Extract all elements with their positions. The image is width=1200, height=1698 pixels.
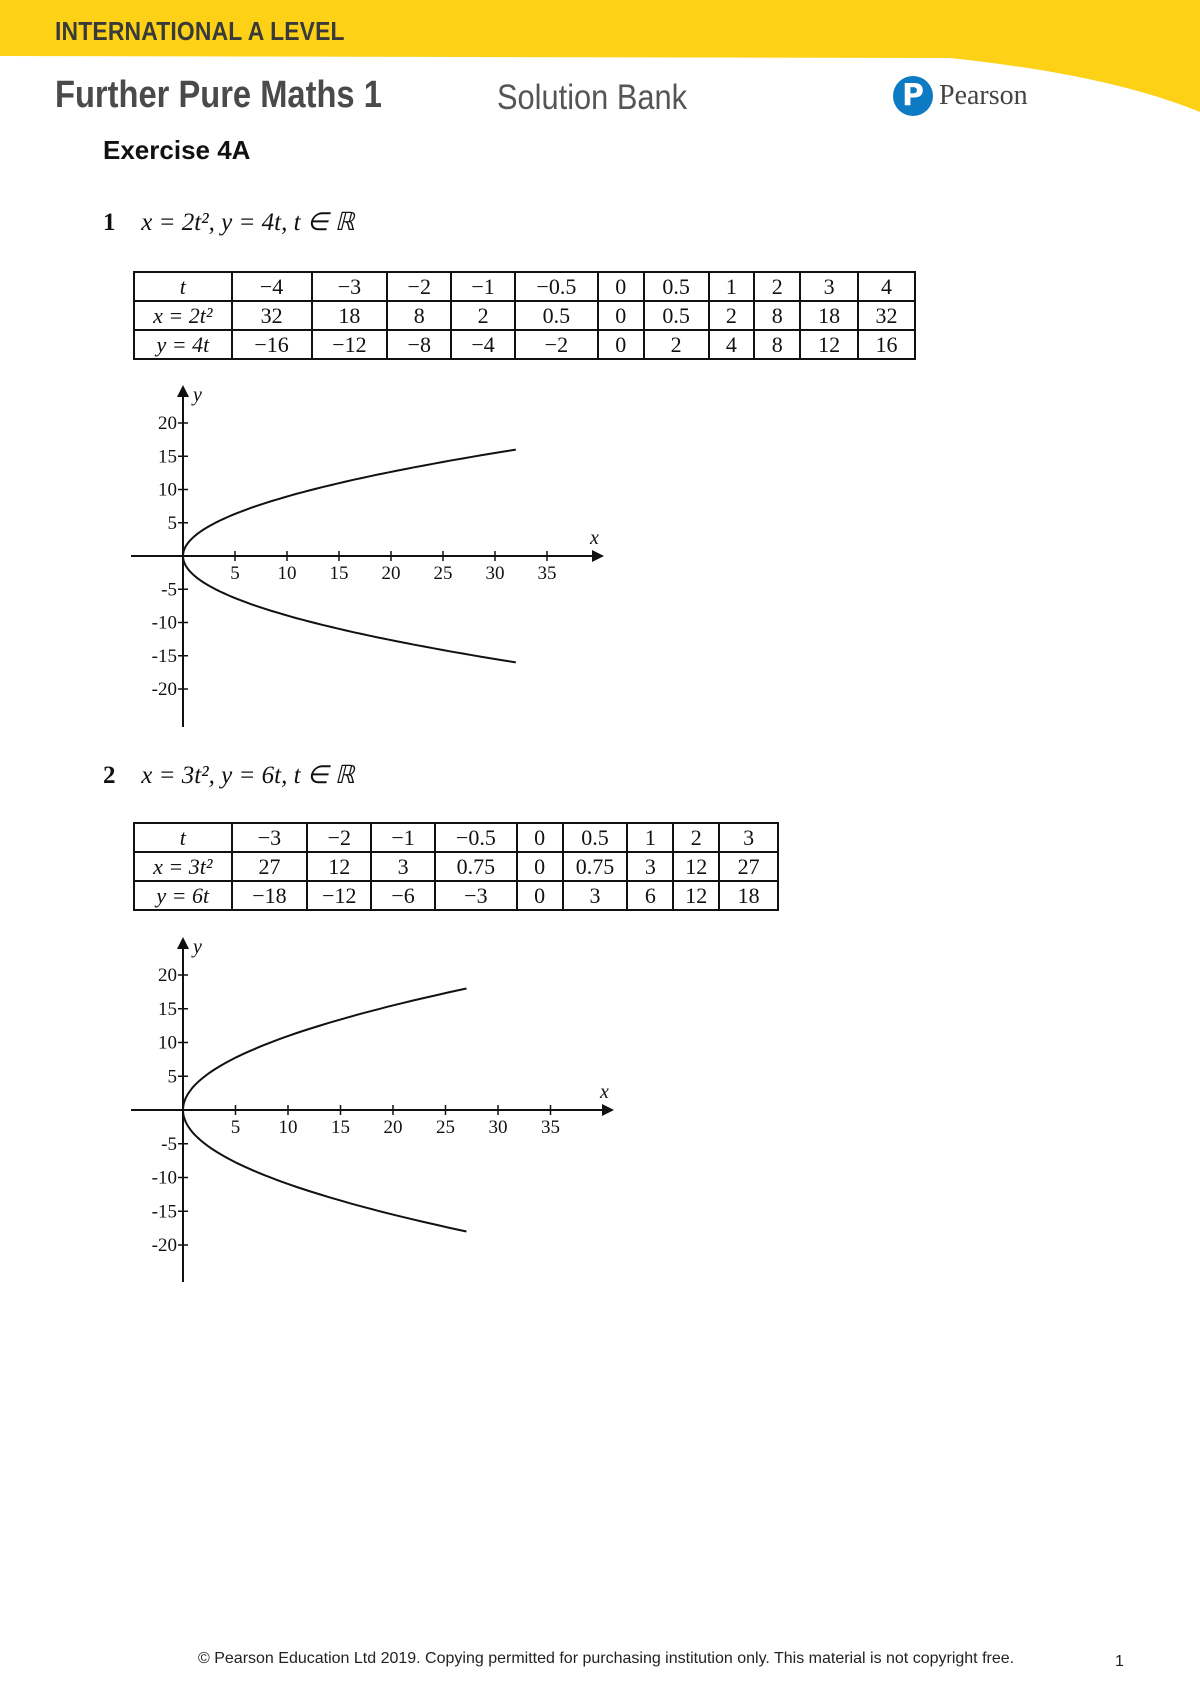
pearson-logo-letter: P [902, 78, 924, 113]
table-cell: 0.75 [563, 852, 628, 881]
x-tick-label: 5 [230, 563, 240, 584]
x-tick-label: 30 [485, 563, 505, 584]
table-cell: 0 [598, 301, 644, 330]
table-cell: 0.75 [435, 852, 517, 881]
y-axis-arrow [177, 937, 189, 949]
y-tick-label: 15 [158, 446, 177, 468]
x-tick-label: 15 [329, 563, 349, 584]
y-tick-label: 20 [158, 413, 177, 434]
row-header: t [134, 272, 232, 301]
copyright-notice: © Pearson Education Ltd 2019. Copying permitted for purchasing institution only. This material is not copyright free. [198, 1650, 1015, 1667]
x-tick-label: 20 [381, 563, 401, 584]
table-cell: 4 [858, 272, 915, 301]
table-cell: −3 [232, 823, 308, 852]
table-cell: 8 [754, 330, 800, 359]
table-cell: 3 [371, 852, 435, 881]
table-cell: −1 [371, 823, 435, 852]
row-header: y = 4t [134, 330, 232, 359]
table-cell: −0.5 [515, 272, 598, 301]
table-cell: 2 [451, 301, 515, 330]
y-tick-label: -10 [151, 612, 177, 634]
table-cell: −2 [387, 272, 451, 301]
table-cell: 3 [563, 881, 628, 910]
y-tick-label: 15 [158, 998, 177, 1020]
x-tick-label: 15 [331, 1117, 350, 1138]
table-cell: 0 [598, 272, 644, 301]
x-tick-label: 35 [537, 563, 557, 584]
table-cell: 8 [387, 301, 451, 330]
y-tick-label: -10 [151, 1167, 177, 1189]
x-tick-label: 10 [278, 1117, 298, 1138]
table-cell: 3 [719, 823, 778, 852]
table-cell: −4 [232, 272, 312, 301]
page-number: 1 [1115, 1653, 1124, 1670]
x-tick-label: 5 [230, 1117, 241, 1138]
x-tick-label: 35 [541, 1117, 560, 1138]
y-axis-label: y [193, 384, 202, 406]
table-cell: 16 [858, 330, 915, 359]
table-cell: −4 [451, 330, 515, 359]
row-header: x = 3t² [134, 852, 232, 881]
x-tick-label: 30 [488, 1117, 508, 1138]
table-cell: 2 [754, 272, 800, 301]
table-cell: −16 [232, 330, 312, 359]
y-tick-label: 10 [158, 479, 177, 501]
y-tick-label: 10 [158, 1032, 177, 1054]
book-title: Further Pure Maths 1 [55, 74, 382, 116]
table-cell: 18 [719, 881, 778, 910]
table-cell: 18 [312, 301, 388, 330]
table-cell: −18 [232, 881, 308, 910]
table-cell: −8 [387, 330, 451, 359]
table-cell: 12 [673, 881, 719, 910]
table-cell: 0.5 [563, 823, 628, 852]
row-header: x = 2t² [134, 301, 232, 330]
pearson-wordmark: Pearson [939, 80, 1028, 111]
table-cell: 12 [800, 330, 858, 359]
table-cell: −12 [307, 881, 371, 910]
table-cell: 12 [307, 852, 371, 881]
y-tick-label: 5 [167, 1066, 177, 1088]
question-equation: x = 2t², y = 4t, t ∈ ℝ [141, 209, 355, 236]
x-axis-label: x [600, 1081, 609, 1103]
y-tick-label: -20 [151, 1235, 177, 1256]
x-tick-label: 10 [277, 563, 297, 584]
table-cell: 4 [709, 330, 755, 359]
exercise-title: Exercise 4A [103, 135, 251, 165]
table-cell: 32 [232, 301, 312, 330]
x-tick-label: 20 [383, 1117, 403, 1138]
table-cell: 6 [627, 881, 673, 910]
table-cell: −6 [371, 881, 435, 910]
table-cell: −0.5 [435, 823, 517, 852]
table-cell: 0.5 [515, 301, 598, 330]
y-tick-label: -5 [161, 1133, 177, 1155]
table-cell: 1 [627, 823, 673, 852]
y-tick-label: 5 [167, 512, 177, 534]
y-tick-label: -5 [161, 579, 177, 601]
y-tick-label: -15 [151, 645, 177, 667]
table-cell: −3 [435, 881, 517, 910]
x-axis-arrow [602, 1104, 614, 1116]
table-cell: 27 [719, 852, 778, 881]
table-cell: 3 [800, 272, 858, 301]
y-tick-label: -20 [151, 679, 177, 700]
table-cell: 0 [517, 852, 563, 881]
series-label: INTERNATIONAL A LEVEL [55, 16, 345, 46]
table-cell: 18 [800, 301, 858, 330]
question-number: 1 [103, 209, 116, 236]
table-cell: 2 [709, 301, 755, 330]
question-number: 2 [103, 762, 116, 789]
table-cell: 2 [673, 823, 719, 852]
question-equation: x = 3t², y = 6t, t ∈ ℝ [141, 762, 355, 789]
y-axis-label: y [193, 936, 202, 958]
x-tick-label: 25 [436, 1117, 455, 1138]
table-cell: 12 [673, 852, 719, 881]
x-tick-label: 25 [433, 563, 453, 584]
table-cell: 8 [754, 301, 800, 330]
table-cell: 0 [598, 330, 644, 359]
table-cell: 3 [627, 852, 673, 881]
table-cell: 1 [709, 272, 755, 301]
table-cell: 32 [858, 301, 915, 330]
table-cell: −2 [515, 330, 598, 359]
y-tick-label: -15 [151, 1201, 177, 1223]
table-cell: 2 [644, 330, 709, 359]
table-cell: −2 [307, 823, 371, 852]
table-cell: 0.5 [644, 301, 709, 330]
table-cell: −1 [451, 272, 515, 301]
row-header: t [134, 823, 232, 852]
section-title: Solution Bank [497, 78, 688, 117]
table-cell: 0.5 [644, 272, 709, 301]
y-tick-label: 20 [158, 965, 177, 986]
table-cell: 0 [517, 823, 563, 852]
table-cell: 27 [232, 852, 308, 881]
table-cell: −12 [312, 330, 388, 359]
table-cell: −3 [312, 272, 388, 301]
table-cell: 0 [517, 881, 563, 910]
x-axis-label: x [590, 527, 599, 549]
row-header: y = 6t [134, 881, 232, 910]
